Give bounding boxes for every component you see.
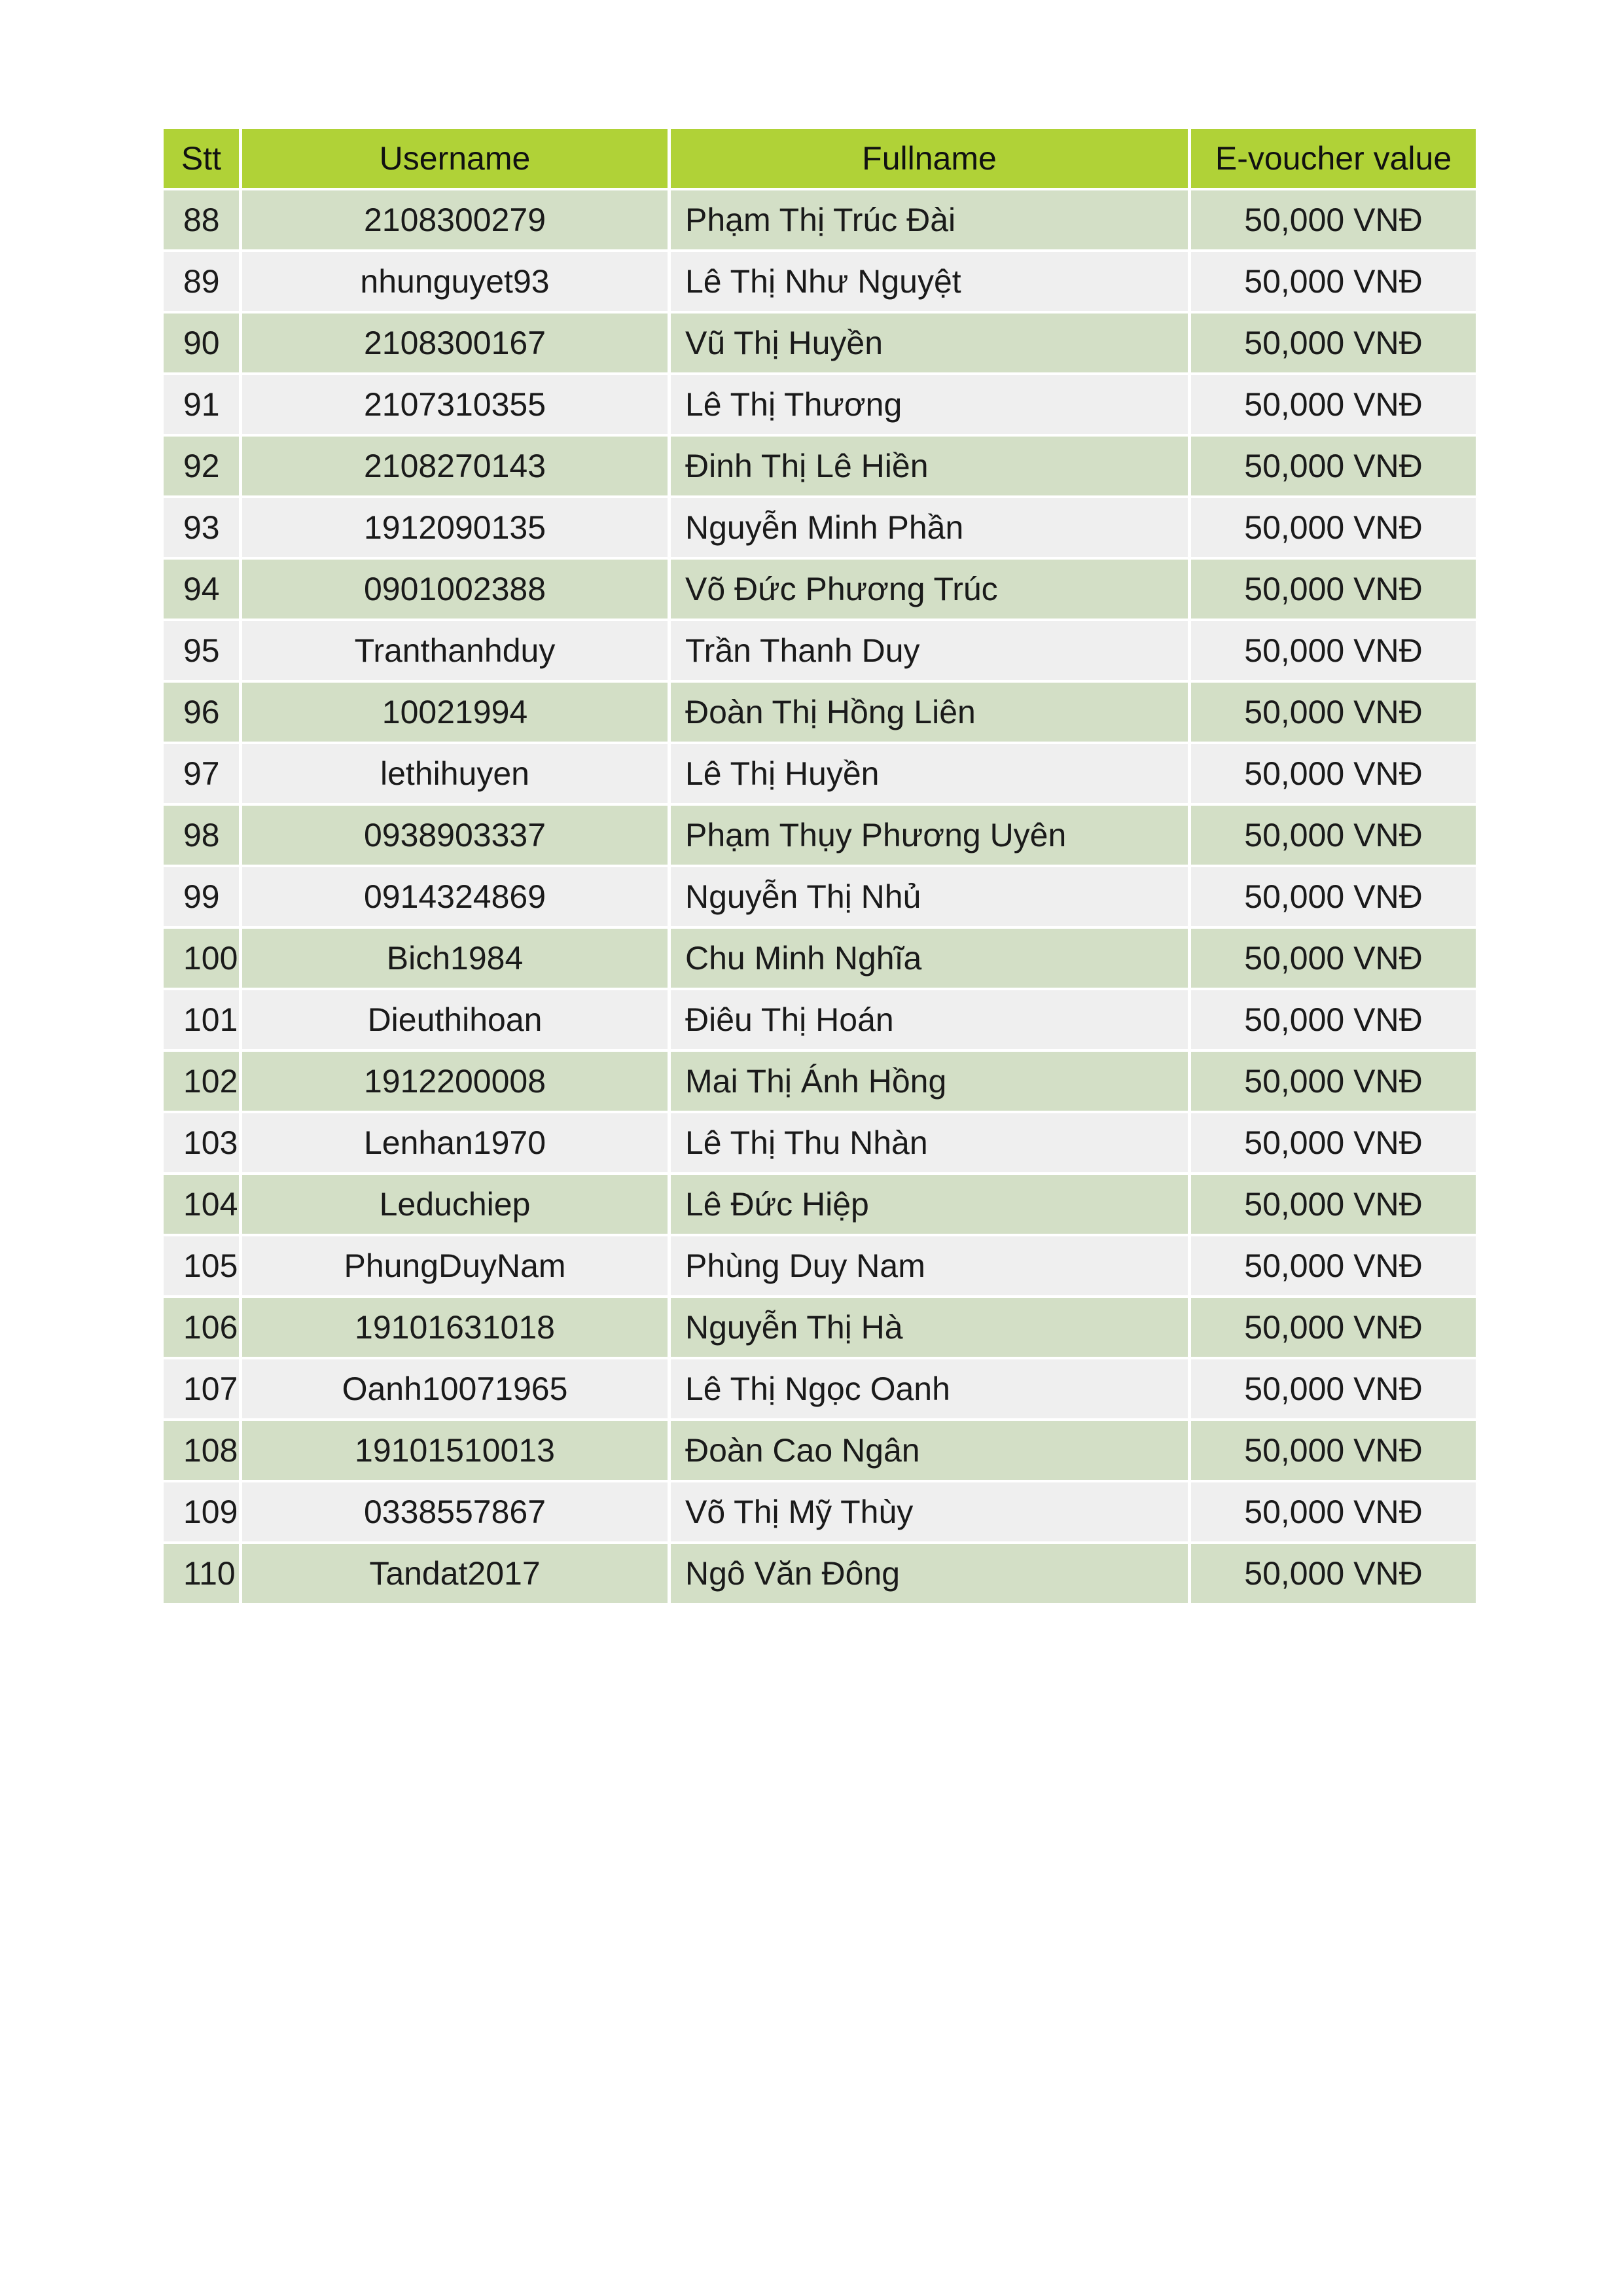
row-voucher-value-cell: 50,000 VNĐ (1191, 1175, 1476, 1234)
row-fullname-cell: Lê Đức Hiệp (671, 1175, 1188, 1234)
table-row (164, 190, 1476, 249)
row-username-cell: Tranthanhduy (242, 621, 668, 680)
row-fullname-cell: Nguyễn Thị Hà (671, 1298, 1188, 1357)
row-voucher-value-cell: 50,000 VNĐ (1191, 1236, 1476, 1295)
table-row (164, 621, 1476, 680)
row-stt-cell: 88 (164, 190, 239, 249)
row-fullname-cell: Vũ Thị Huyền (671, 314, 1188, 372)
row-fullname-cell: Lê Thị Ngọc Oanh (671, 1359, 1188, 1418)
table-row (164, 1298, 1476, 1357)
table-row (164, 806, 1476, 865)
row-voucher-value-cell: 50,000 VNĐ (1191, 929, 1476, 988)
row-voucher-value-cell: 50,000 VNĐ (1191, 1359, 1476, 1418)
row-voucher-value-cell: 50,000 VNĐ (1191, 375, 1476, 434)
table-row (164, 1236, 1476, 1295)
row-fullname-cell: Điêu Thị Hoán (671, 990, 1188, 1049)
table-row (164, 375, 1476, 434)
row-stt-cell: 110 (164, 1544, 239, 1603)
row-fullname-cell: Phạm Thị Trúc Đài (671, 190, 1188, 249)
row-stt-cell: 97 (164, 744, 239, 803)
row-voucher-value-cell: 50,000 VNĐ (1191, 1421, 1476, 1480)
table-row (164, 990, 1476, 1049)
row-voucher-value-cell: 50,000 VNĐ (1191, 806, 1476, 865)
row-voucher-value-cell: 50,000 VNĐ (1191, 252, 1476, 311)
row-voucher-value-cell: 50,000 VNĐ (1191, 744, 1476, 803)
row-username-cell: 10021994 (242, 683, 668, 742)
row-fullname-cell: Mai Thị Ánh Hồng (671, 1052, 1188, 1111)
row-stt-cell: 102 (164, 1052, 239, 1111)
table-row (164, 560, 1476, 619)
row-stt-cell: 89 (164, 252, 239, 311)
table-row (164, 252, 1476, 311)
header-stt: Stt (164, 129, 239, 188)
header-voucher-value: E-voucher value (1191, 129, 1476, 188)
row-stt-cell: 94 (164, 560, 239, 619)
row-voucher-value-cell: 50,000 VNĐ (1191, 437, 1476, 495)
row-stt-cell: 92 (164, 437, 239, 495)
table-row (164, 437, 1476, 495)
row-username-cell: 2108300167 (242, 314, 668, 372)
table-body (164, 190, 1476, 1603)
table-row (164, 1359, 1476, 1418)
table-row (164, 1482, 1476, 1541)
table-row (164, 1544, 1476, 1603)
row-username-cell: 19101510013 (242, 1421, 668, 1480)
row-voucher-value-cell: 50,000 VNĐ (1191, 1544, 1476, 1603)
table-row (164, 867, 1476, 926)
row-stt-cell: 99 (164, 867, 239, 926)
row-fullname-cell: Nguyễn Minh Phần (671, 498, 1188, 557)
row-fullname-cell: Lê Thị Như Nguyệt (671, 252, 1188, 311)
row-fullname-cell: Lê Thị Huyền (671, 744, 1188, 803)
row-username-cell: 2108270143 (242, 437, 668, 495)
row-username-cell: lethihuyen (242, 744, 668, 803)
row-fullname-cell: Võ Đức Phương Trúc (671, 560, 1188, 619)
row-voucher-value-cell: 50,000 VNĐ (1191, 1052, 1476, 1111)
row-stt-cell: 105 (164, 1236, 239, 1295)
row-fullname-cell: Lê Thị Thu Nhàn (671, 1113, 1188, 1172)
row-stt-cell: 107 (164, 1359, 239, 1418)
row-username-cell: 0901002388 (242, 560, 668, 619)
voucher-table (160, 126, 1479, 1605)
row-fullname-cell: Đinh Thị Lê Hiền (671, 437, 1188, 495)
table-row (164, 744, 1476, 803)
row-username-cell: PhungDuyNam (242, 1236, 668, 1295)
row-fullname-cell: Lê Thị Thương (671, 375, 1188, 434)
row-fullname-cell: Nguyễn Thị Nhủ (671, 867, 1188, 926)
row-username-cell: 0938903337 (242, 806, 668, 865)
table-row (164, 929, 1476, 988)
row-stt-cell: 93 (164, 498, 239, 557)
row-voucher-value-cell: 50,000 VNĐ (1191, 990, 1476, 1049)
row-stt-cell: 96 (164, 683, 239, 742)
row-username-cell: 2107310355 (242, 375, 668, 434)
row-voucher-value-cell: 50,000 VNĐ (1191, 1298, 1476, 1357)
row-username-cell: 1912200008 (242, 1052, 668, 1111)
row-username-cell: 1912090135 (242, 498, 668, 557)
row-fullname-cell: Phạm Thụy Phương Uyên (671, 806, 1188, 865)
row-voucher-value-cell: 50,000 VNĐ (1191, 683, 1476, 742)
row-stt-cell: 104 (164, 1175, 239, 1234)
header-username: Username (242, 129, 668, 188)
row-stt-cell: 109 (164, 1482, 239, 1541)
row-username-cell: Bich1984 (242, 929, 668, 988)
row-username-cell: nhunguyet93 (242, 252, 668, 311)
row-username-cell: Dieuthihoan (242, 990, 668, 1049)
table-row (164, 314, 1476, 372)
row-voucher-value-cell: 50,000 VNĐ (1191, 190, 1476, 249)
row-username-cell: 2108300279 (242, 190, 668, 249)
row-stt-cell: 108 (164, 1421, 239, 1480)
row-stt-cell: 103 (164, 1113, 239, 1172)
row-fullname-cell: Trần Thanh Duy (671, 621, 1188, 680)
row-username-cell: 0914324869 (242, 867, 668, 926)
row-stt-cell: 98 (164, 806, 239, 865)
header-row (164, 129, 1476, 188)
row-fullname-cell: Phùng Duy Nam (671, 1236, 1188, 1295)
row-voucher-value-cell: 50,000 VNĐ (1191, 621, 1476, 680)
row-username-cell: 19101631018 (242, 1298, 668, 1357)
row-username-cell: Oanh10071965 (242, 1359, 668, 1418)
row-fullname-cell: Ngô Văn Đông (671, 1544, 1188, 1603)
table-header (164, 129, 1476, 188)
row-stt-cell: 101 (164, 990, 239, 1049)
table-row (164, 1113, 1476, 1172)
row-fullname-cell: Đoàn Cao Ngân (671, 1421, 1188, 1480)
row-username-cell: Leduchiep (242, 1175, 668, 1234)
row-stt-cell: 100 (164, 929, 239, 988)
table-row (164, 683, 1476, 742)
row-voucher-value-cell: 50,000 VNĐ (1191, 1482, 1476, 1541)
table-row (164, 1421, 1476, 1480)
table-row (164, 1052, 1476, 1111)
row-username-cell: 0338557867 (242, 1482, 668, 1541)
row-fullname-cell: Võ Thị Mỹ Thùy (671, 1482, 1188, 1541)
table-row (164, 1175, 1476, 1234)
row-voucher-value-cell: 50,000 VNĐ (1191, 314, 1476, 372)
row-username-cell: Tandat2017 (242, 1544, 668, 1603)
row-username-cell: Lenhan1970 (242, 1113, 668, 1172)
table-row (164, 498, 1476, 557)
row-stt-cell: 90 (164, 314, 239, 372)
row-fullname-cell: Chu Minh Nghĩa (671, 929, 1188, 988)
row-voucher-value-cell: 50,000 VNĐ (1191, 498, 1476, 557)
row-voucher-value-cell: 50,000 VNĐ (1191, 560, 1476, 619)
row-voucher-value-cell: 50,000 VNĐ (1191, 1113, 1476, 1172)
row-stt-cell: 91 (164, 375, 239, 434)
row-fullname-cell: Đoàn Thị Hồng Liên (671, 683, 1188, 742)
row-stt-cell: 106 (164, 1298, 239, 1357)
row-voucher-value-cell: 50,000 VNĐ (1191, 867, 1476, 926)
header-fullname: Fullname (671, 129, 1188, 188)
row-stt-cell: 95 (164, 621, 239, 680)
